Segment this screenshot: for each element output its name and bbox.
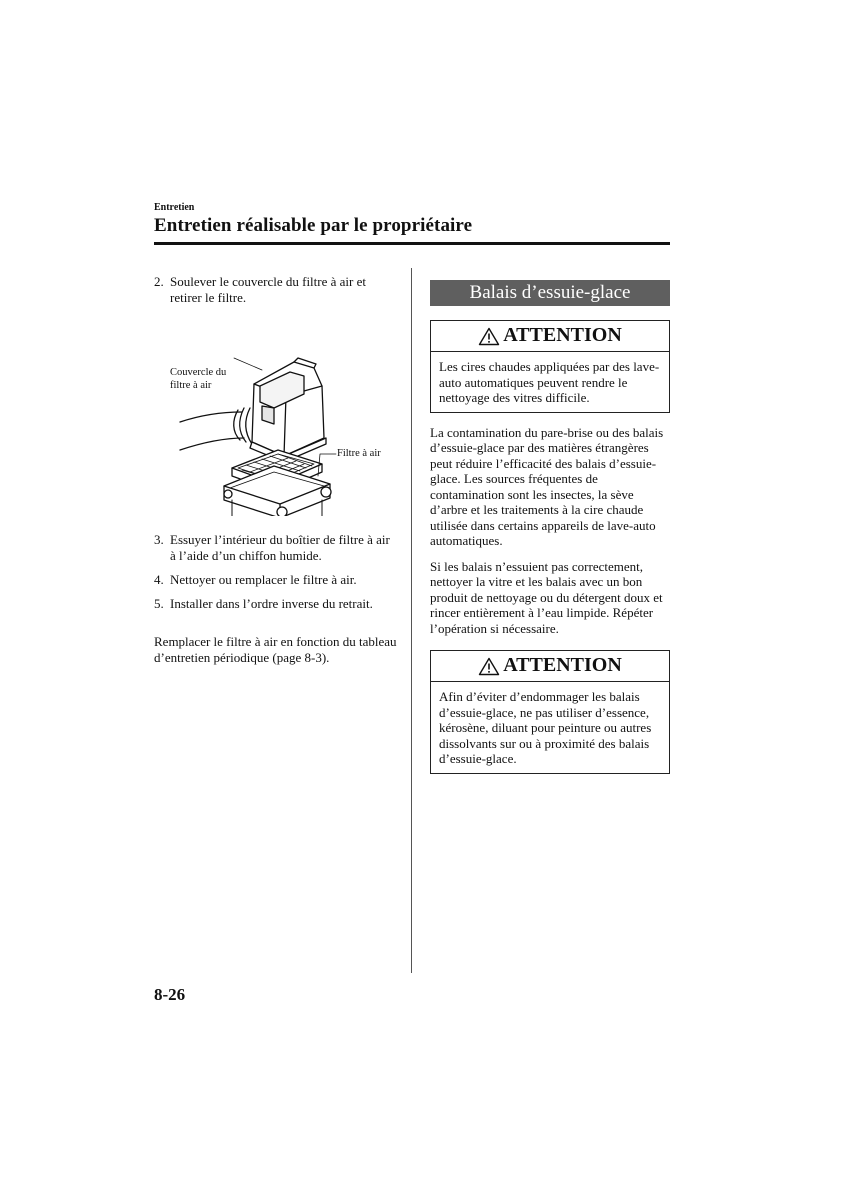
step-number: 3. <box>154 532 164 547</box>
left-column <box>154 274 398 666</box>
right-column <box>430 280 670 774</box>
step-number: 4. <box>154 572 164 587</box>
air-filter-drawing <box>154 316 398 516</box>
cover-label-line1: Couvercle du <box>170 367 227 378</box>
air-filter-illustration <box>154 316 398 516</box>
replacement-note: Remplacer le filtre à air en fonction du tableau d’entretien périodique (page 8-3). <box>154 634 397 665</box>
contamination-paragraph: La contamination du pare-brise ou des balais d’essuie-glace par des matières étrangères peut réduire l’efficacité des balais d’essuie-glace. Les sources fréquentes de contamination sont les insectes, la sève d’arbre et les traitements à la cire chaude utilisée dans certains appareils de lave-auto automatiques. <box>430 424 664 548</box>
warning-title: ATTENTION <box>503 324 622 347</box>
step-number: 5. <box>154 596 164 611</box>
warning-header <box>431 651 669 682</box>
page-title: Entretien réalisable par le propriétaire <box>154 215 473 236</box>
step-text: Essuyer l’intérieur du boîtier de filtre à air à l’aide d’un chiffon humide. <box>170 532 390 563</box>
cleaning-paragraph: Si les balais n’essuient pas correctement, nettoyer la vitre et les balais avec un bon produit de nettoyage ou du détergent doux et rincer entièrement à l’eau limpide. Répéter l’opération si nécessaire. <box>430 558 663 636</box>
section-banner: Balais d’essuie-glace <box>430 280 670 306</box>
filter-label: Filtre à air <box>337 448 381 459</box>
title-rule <box>154 242 670 245</box>
column-divider <box>411 268 412 973</box>
step-5 <box>154 596 398 612</box>
page-number: 8-26 <box>154 985 186 1004</box>
warning-triangle-icon <box>478 657 500 676</box>
cover-label-line2: filtre à air <box>170 380 212 391</box>
warning-text: Afin d’éviter d’endommager les balais d’essuie-glace, ne pas utiliser d’essence, kérosène, diluant pour peinture ou autres dissolvants sur ou à proximité des balais d’essuie-glace. <box>439 689 652 766</box>
step-number: 2. <box>154 274 164 289</box>
step-3 <box>154 532 398 564</box>
warning-text: Les cires chaudes appliquées par des lave-auto automatiques peuvent rendre le nettoyage des vitres difficile. <box>439 359 660 405</box>
step-text: Nettoyer ou remplacer le filtre à air. <box>170 572 357 587</box>
warning-title: ATTENTION <box>503 654 622 677</box>
warning-triangle-icon <box>478 327 500 346</box>
step-text: Soulever le couvercle du filtre à air et retirer le filtre. <box>170 274 366 305</box>
step-2 <box>154 274 398 306</box>
step-text: Installer dans l’ordre inverse du retrait. <box>170 596 373 611</box>
warning-box-1 <box>430 320 670 413</box>
warning-header <box>431 321 669 352</box>
section-label: Entretien <box>154 202 195 213</box>
step-4 <box>154 572 398 588</box>
warning-box-2 <box>430 650 670 774</box>
